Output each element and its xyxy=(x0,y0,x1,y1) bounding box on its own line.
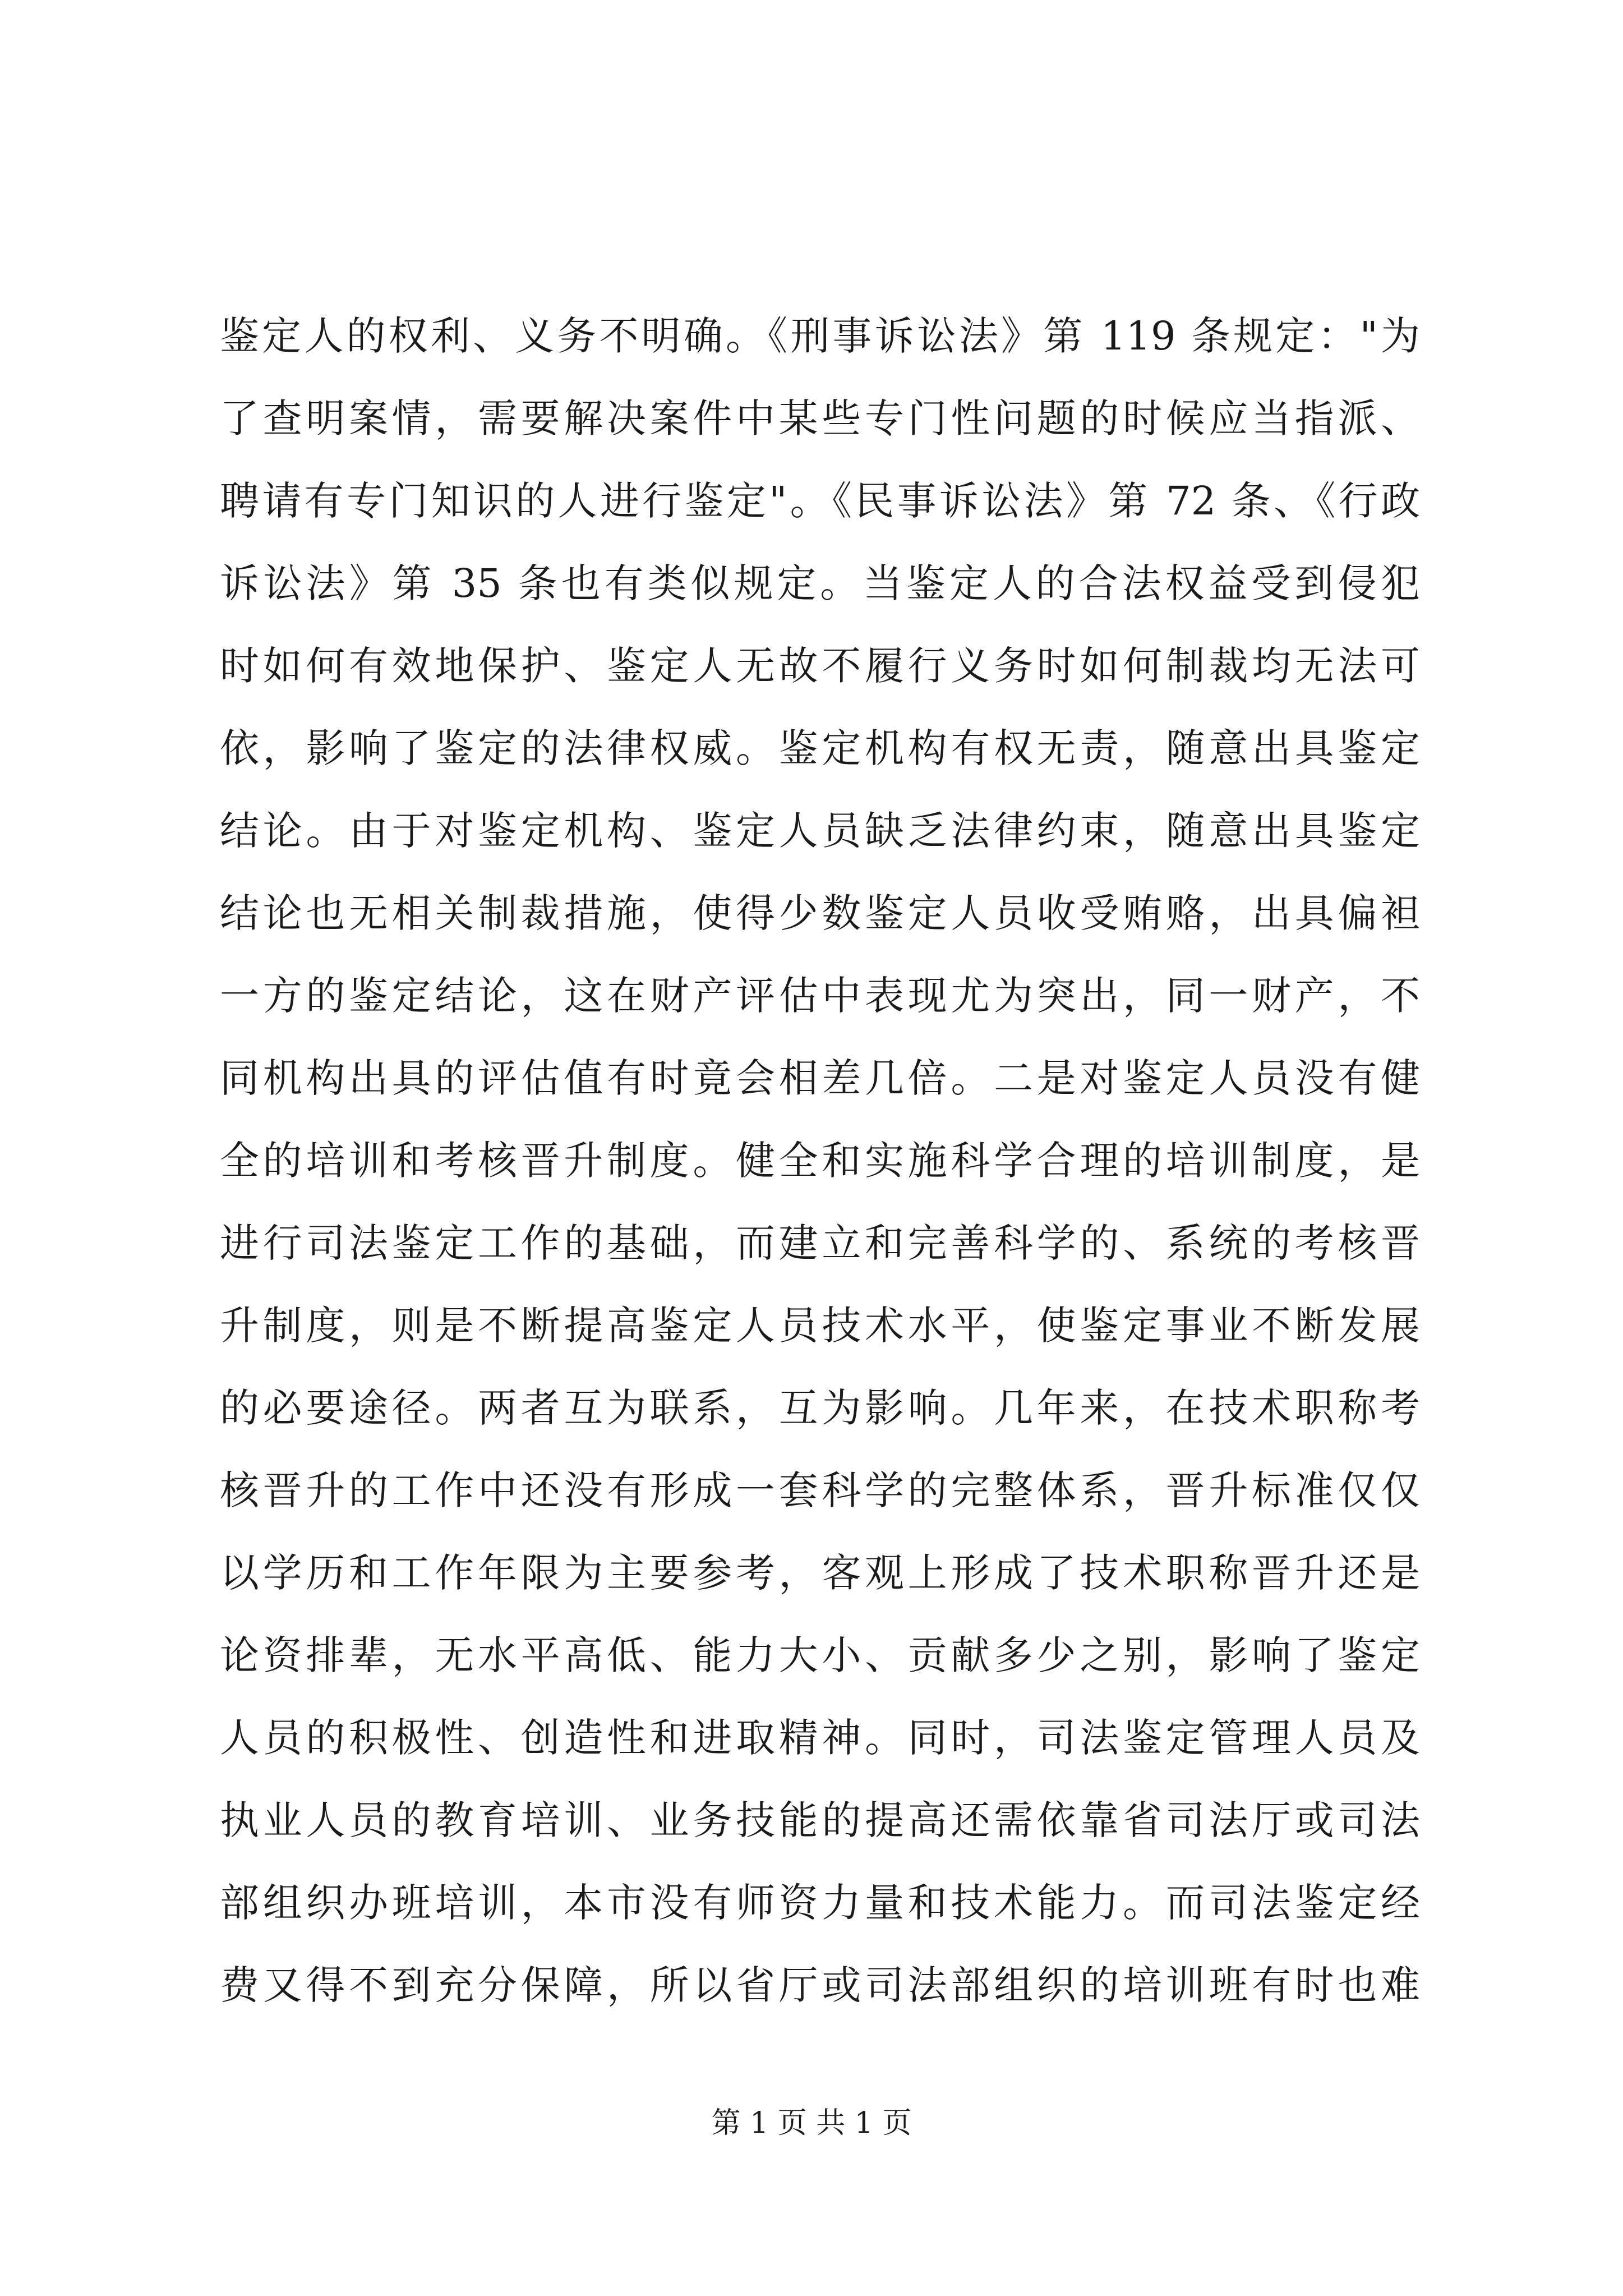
text-line: 核晋升的工作中还没有形成一套科学的完整体系，晋升标准仅仅 xyxy=(220,1467,1420,1513)
text-line: 论资排辈，无水平高低、能力大小、贡献多少之别，影响了鉴定 xyxy=(220,1632,1420,1678)
text-line: 全的培训和考核晋升制度。健全和实施科学合理的培训制度，是 xyxy=(220,1138,1420,1184)
text-line: 进行司法鉴定工作的基础，而建立和完善科学的、系统的考核晋 xyxy=(220,1220,1420,1266)
page-number-label: 第 1 页 共 1 页 xyxy=(711,2106,912,2140)
body-text xyxy=(220,295,1420,2027)
text-line: 一方的鉴定结论，这在财产评估中表现尤为突出，同一财产，不 xyxy=(220,973,1420,1019)
text-line: 了查明案情，需要解决案件中某些专门性问题的时候应当指派、 xyxy=(220,395,1420,441)
text-line: 结论也无相关制裁措施，使得少数鉴定人员收受贿赂，出具偏袒 xyxy=(220,890,1420,936)
text-line: 部组织办班培训，本市没有师资力量和技术能力。而司法鉴定经 xyxy=(220,1880,1420,1926)
text-line: 聘请有专门知识的人进行鉴定"。《民事诉讼法》第 72 条、《行政 xyxy=(220,478,1420,524)
text-line: 的必要途径。两者互为联系，互为影响。几年来，在技术职称考 xyxy=(220,1385,1420,1431)
text-line: 依，影响了鉴定的法律权威。鉴定机构有权无责，随意出具鉴定 xyxy=(220,725,1420,771)
text-line: 费又得不到充分保障，所以省厅或司法部组织的培训班有时也难 xyxy=(220,1962,1420,2008)
text-line: 结论。由于对鉴定机构、鉴定人员缺乏法律约束，随意出具鉴定 xyxy=(220,808,1420,854)
page-footer xyxy=(0,2101,1623,2146)
text-line: 诉讼法》第 35 条也有类似规定。当鉴定人的合法权益受到侵犯 xyxy=(220,560,1420,606)
text-line: 鉴定人的权利、义务不明确。《刑事诉讼法》第 119 条规定："为 xyxy=(220,313,1420,359)
text-line: 执业人员的教育培训、业务技能的提高还需依靠省司法厅或司法 xyxy=(220,1797,1420,1843)
text-line: 人员的积极性、创造性和进取精神。同时，司法鉴定管理人员及 xyxy=(220,1715,1420,1761)
text-line: 时如何有效地保护、鉴定人无故不履行义务时如何制裁均无法可 xyxy=(220,643,1420,689)
text-line: 升制度，则是不断提高鉴定人员技术水平，使鉴定事业不断发展 xyxy=(220,1303,1420,1349)
text-line: 以学历和工作年限为主要参考，客观上形成了技术职称晋升还是 xyxy=(220,1550,1420,1596)
text-line: 同机构出具的评估值有时竟会相差几倍。二是对鉴定人员没有健 xyxy=(220,1055,1420,1101)
